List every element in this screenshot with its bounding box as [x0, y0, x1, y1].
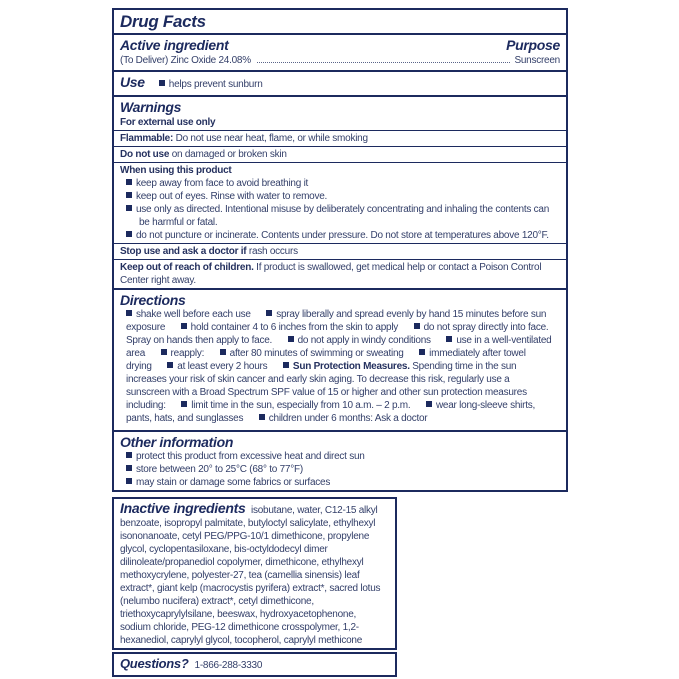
directions-text [120, 308, 560, 427]
warnings-flammable: Flammable: Do not use near heat, flame, or while smoking [114, 130, 566, 146]
bullet-square-icon [220, 349, 226, 355]
direction-item: limit time in the sun, especially from 10 a.m. – 2 p.m. [181, 400, 410, 411]
direction-item: hold container 4 to 6 inches from the skin to apply [181, 322, 398, 333]
questions-panel [112, 652, 397, 677]
active-ingredient-section [114, 33, 566, 70]
directions-section [114, 288, 566, 430]
bullet-square-icon [126, 192, 132, 198]
bullet-square-icon [283, 362, 289, 368]
bullet-square-icon [126, 310, 132, 316]
use-item: helps prevent sunburn [159, 79, 263, 90]
bullet-square-icon [426, 401, 432, 407]
dotted-leader [257, 53, 511, 63]
bullet-square-icon [126, 465, 132, 471]
questions-phone: 1-866-288-3330 [194, 660, 263, 671]
bullet-square-icon [159, 80, 165, 86]
warning-bullet: keep out of eyes. Rinse with water to remove. [120, 190, 560, 203]
direction-item: immediately after towel drying [126, 348, 526, 372]
inactive-ingredients-text: Inactive ingredients isobutane, water, C12-15 alkyl benzoate, isopropyl palmitate, butyloctyl salicylate, ethylhexyl isononanoate, cetyl PEG/PPG-10/1 dimethicone, propylene glycol, cyclopentasiloxane, bis-octyldodecyl dimer dilinoleate/propanediol copolymer, dimethicone, ethylhexyl methoxycrylene, polyester-27, tea (camellia sinensis) leaf extract*, giant kelp (macrocystis pyrifera) extract*, sacred lotus (nelumbo nucifera) extract*, cetyl dimethicone, triethoxycaprylylsilane, beeswax, hydroxyacetophenone, sodium chloride, PEG-12 dimethicone crosspolymer, 1,2-hexanediol, caprylyl glycol, tocopherol, caprylyl methicone [120, 500, 381, 646]
bullet-square-icon [266, 310, 272, 316]
direction-item: wear long-sleeve shirts, pants, hats, and sunglasses [126, 400, 535, 424]
bullet-square-icon [126, 478, 132, 484]
other-info-bullet: store between 20° to 25°C (68° to 77°F) [120, 463, 560, 476]
other-information-heading: Other information [120, 434, 234, 450]
direction-item-sun-protection: Sun Protection Measures. Spending time in the sun increases your risk of skin cancer and early skin aging. To decrease this risk, regularly use a sunscreen with a Broad Spectrum SPF value of 15 or higher and other sun protection measures including: [126, 361, 527, 411]
direction-item: reapply: [161, 348, 205, 359]
direction-item: do not spray directly into face. Spray on hands then apply to face. [126, 322, 549, 346]
bullet-square-icon [414, 323, 420, 329]
bullet-square-icon [126, 452, 132, 458]
bullet-square-icon [181, 323, 187, 329]
warning-bullet: do not puncture or incinerate. Contents under pressure. Do not store at temperatures above 120°F. [120, 229, 560, 242]
warnings-when-using: When using this product keep away from face to avoid breathing it keep out of eyes. Rinse with water to remove. use only as directed. Intentional misuse by deliberately concentrating and inhaling the contents can be harmful or fatal. do not puncture or incinerate. Contents under pressure. Do not store at temperatures above 120°F. [114, 162, 566, 243]
warnings-keep-out: Keep out of reach of children. If product is swallowed, get medical help or contact a Poison Control Center right away. [114, 259, 566, 288]
direction-item: shake well before each use [126, 309, 251, 320]
active-ingredient-value: (To Deliver) Zinc Oxide 24.08% [120, 55, 251, 66]
title-row [114, 10, 566, 33]
direction-item: at least every 2 hours [167, 361, 267, 372]
bullet-square-icon [446, 336, 452, 342]
direction-item: children under 6 months: Ask a doctor [259, 413, 428, 424]
use-heading: Use [120, 74, 145, 90]
bullet-square-icon [126, 179, 132, 185]
bullet-square-icon [181, 401, 187, 407]
direction-item: use in a well-ventilated area [126, 335, 552, 359]
bullet-square-icon [167, 362, 173, 368]
other-information-section [114, 430, 566, 492]
direction-item: after 80 minutes of swimming or sweating [220, 348, 404, 359]
warning-bullet: keep away from face to avoid breathing it [120, 177, 560, 190]
warnings-heading: Warnings [120, 99, 182, 115]
bullet-square-icon [126, 205, 132, 211]
purpose-heading: Purpose [506, 37, 560, 53]
other-info-bullet: may stain or damage some fabrics or surfaces [120, 476, 560, 489]
direction-item: do not apply in windy conditions [288, 335, 431, 346]
inactive-ingredients-heading: Inactive ingredients [120, 500, 246, 516]
warnings-stop-use: Stop use and ask a doctor if rash occurs [114, 243, 566, 259]
drug-facts-panel [112, 8, 568, 492]
directions-heading: Directions [120, 292, 186, 308]
inactive-ingredients-panel [112, 497, 397, 650]
active-ingredient-heading: Active ingredient [120, 37, 229, 53]
bullet-square-icon [259, 414, 265, 420]
warning-bullet: use only as directed. Intentional misuse by deliberately concentrating and inhaling the contents can be harmful or fatal. [120, 203, 560, 229]
warnings-do-not-use: Do not use on damaged or broken skin [114, 146, 566, 162]
other-info-bullet: protect this product from excessive heat and direct sun [120, 450, 560, 463]
questions-heading: Questions? [120, 656, 189, 671]
bullet-square-icon [126, 231, 132, 237]
use-section [114, 70, 566, 95]
drug-facts-title: Drug Facts [120, 12, 206, 31]
direction-item: spray liberally and spread evenly by hand 15 minutes before sun exposure [126, 309, 547, 333]
bullet-square-icon [288, 336, 294, 342]
warnings-section [114, 95, 566, 288]
bullet-square-icon [161, 349, 167, 355]
warnings-external-use: For external use only [120, 117, 216, 128]
bullet-square-icon [419, 349, 425, 355]
purpose-value: Sunscreen [514, 55, 560, 66]
